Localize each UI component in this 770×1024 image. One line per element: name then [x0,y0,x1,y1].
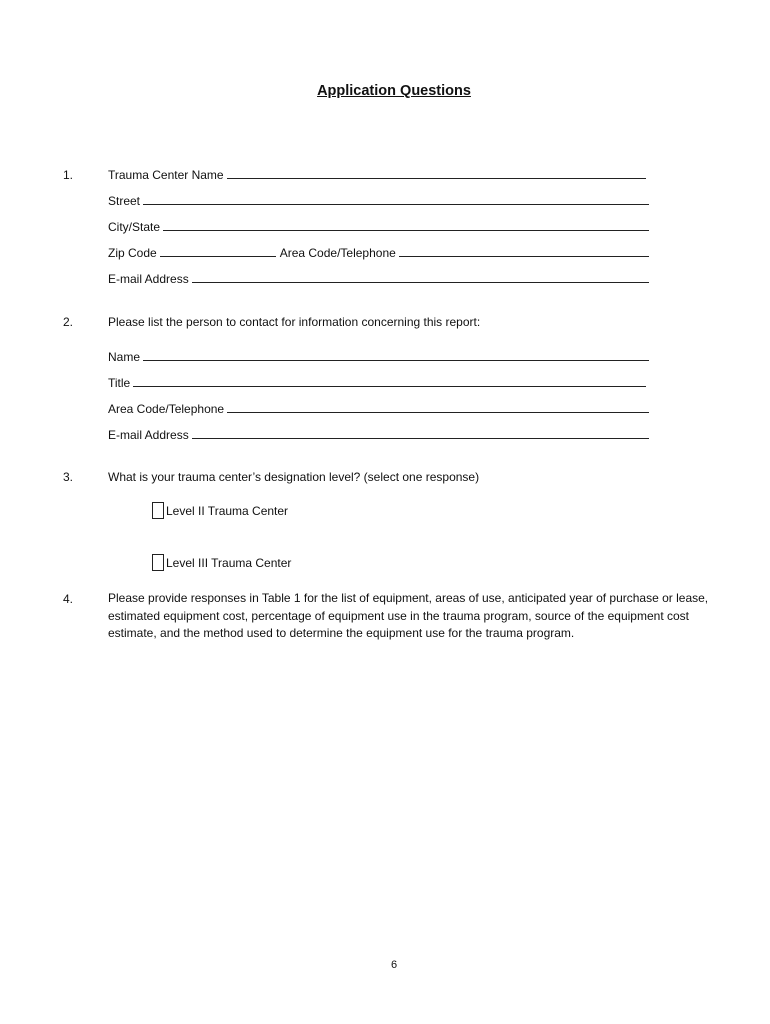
email-blank[interactable] [192,281,649,283]
contact-title-field[interactable] [108,374,646,390]
contact-email-blank[interactable] [192,437,649,439]
contact-name-field[interactable] [108,348,649,364]
question-2-text: Please list the person to contact for information concerning this report: [108,315,481,329]
contact-title-label: Title [108,376,131,390]
contact-phone-blank[interactable] [227,411,649,413]
trauma-center-name-label: Trauma Center Name [108,168,224,182]
question-3-text: What is your trauma center’s designation level? (select one response) [108,470,480,484]
trauma-center-name-blank[interactable] [227,177,646,179]
contact-name-label: Name [108,350,141,364]
contact-phone-label: Area Code/Telephone [108,402,225,416]
contact-email-field[interactable] [108,426,649,442]
level-ii-checkbox[interactable] [152,502,164,519]
question-4-text: Please provide responses in Table 1 for the list of equipment, areas of use, anticipated year of purchase or lease, estimated equipment cost, percentage of equipment use in the trauma program, source of the equipment cost estimate, and the method used to determine the equipment use for the trauma program. [108,591,709,640]
area-code-telephone-blank[interactable] [399,255,649,257]
question-3-number: 3. [63,470,74,484]
question-4-number: 4. [63,592,74,606]
email-field[interactable] [108,270,649,286]
city-state-label: City/State [108,220,161,234]
level-ii-label: Level II Trauma Center [166,503,289,518]
street-label: Street [108,194,141,208]
level-iii-checkbox[interactable] [152,554,164,571]
street-field[interactable] [108,192,649,208]
contact-title-blank[interactable] [133,385,646,387]
city-state-field[interactable] [108,218,649,234]
contact-name-blank[interactable] [143,359,649,361]
option-level-ii[interactable] [152,502,288,519]
email-label: E-mail Address [108,272,189,286]
page-number: 6 [390,959,398,971]
zip-code-blank[interactable] [160,255,276,257]
option-level-iii[interactable] [152,554,291,571]
trauma-center-name-field[interactable] [108,166,646,182]
level-iii-label: Level III Trauma Center [166,555,292,570]
page-title: Application Questions [317,83,471,99]
contact-phone-field[interactable] [108,400,649,416]
city-state-blank[interactable] [163,229,649,231]
street-blank[interactable] [143,203,649,205]
area-code-telephone-label: Area Code/Telephone [279,246,396,260]
question-2-number: 2. [63,315,74,329]
zip-phone-field[interactable] [108,244,649,260]
question-1-number: 1. [63,168,74,182]
contact-email-label: E-mail Address [108,428,189,442]
zip-code-label: Zip Code [108,246,157,260]
